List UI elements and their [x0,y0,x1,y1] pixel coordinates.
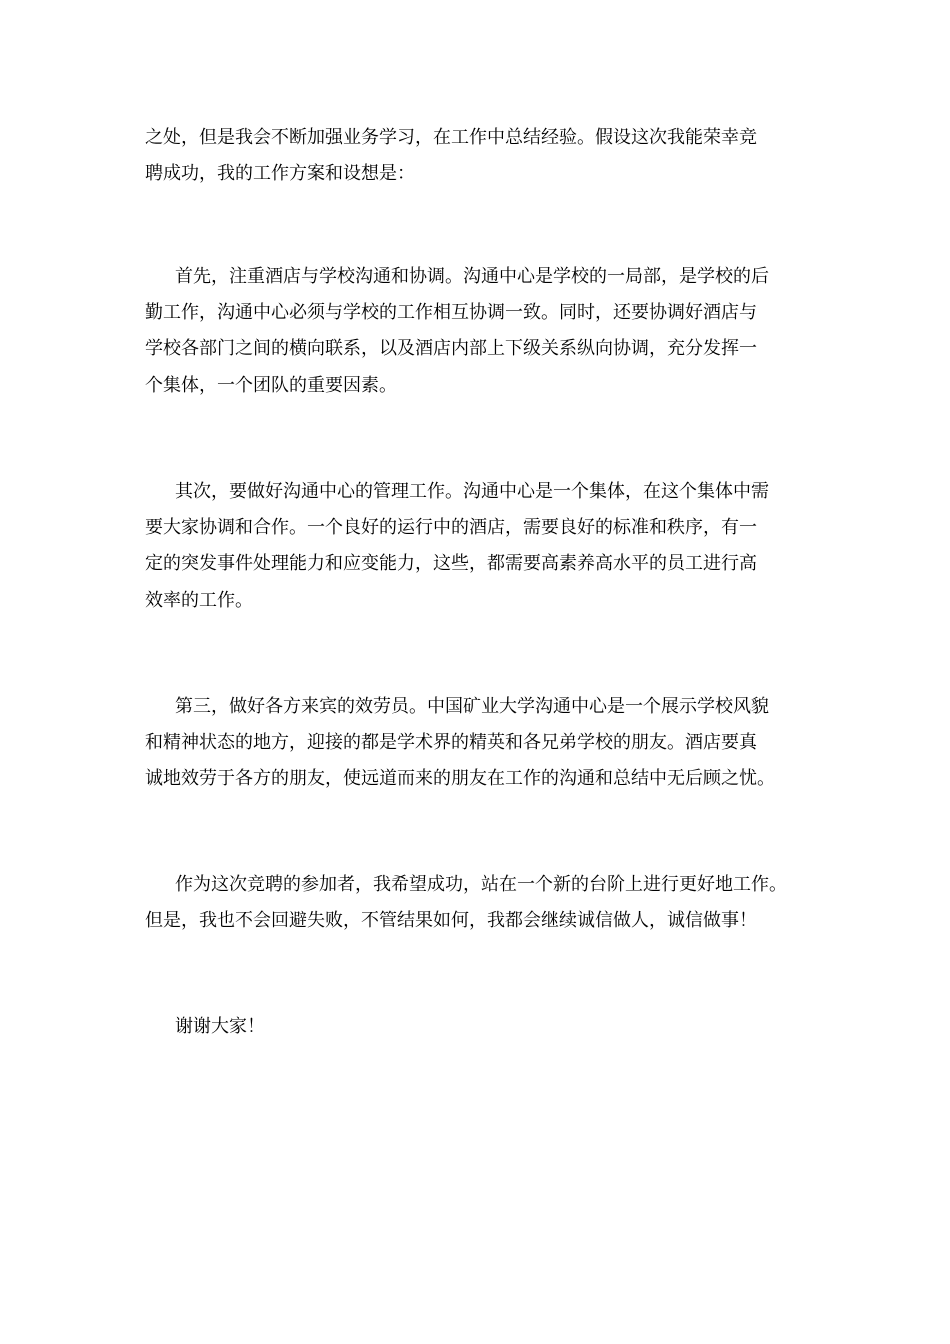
text-line: 和精神状态的地方，迎接的都是学术界的精英和各兄弟学校的朋友。酒店要真 [145,732,757,753]
closing-line: 谢谢大家！ [175,1016,265,1037]
text-line: 聘成功，我的工作方案和设想是： [145,163,415,184]
text-line: 但是，我也不会回避失败，不管结果如何，我都会继续诚信做人，诚信做事！ [145,910,757,931]
paragraph-3-first-line: 第三，做好各方来宾的效劳员。中国矿业大学沟通中心是一个展示学校风貌 [175,696,769,717]
text-line: 个集体，一个团队的重要因素。 [145,375,397,396]
paragraph-4-first-line: 作为这次竞聘的参加者，我希望成功，站在一个新的台阶上进行更好地工作。 [175,874,787,895]
paragraph-2-first-line: 其次，要做好沟通中心的管理工作。沟通中心是一个集体，在这个集体中需 [175,481,769,502]
text-line: 学校各部门之间的横向联系，以及酒店内部上下级关系纵向协调，充分发挥一 [145,338,757,359]
text-line: 勤工作，沟通中心必须与学校的工作相互协调一致。同时，还要协调好酒店与 [145,302,757,323]
text-line: 效率的工作。 [145,590,253,611]
text-line: 定的突发事件处理能力和应变能力，这些，都需要高素养高水平的员工进行高 [145,553,757,574]
paragraph-1-first-line: 首先，注重酒店与学校沟通和协调。沟通中心是学校的一局部，是学校的后 [175,266,769,287]
text-line: 要大家协调和合作。一个良好的运行中的酒店，需要良好的标准和秩序，有一 [145,517,757,538]
text-line: 之处，但是我会不断加强业务学习，在工作中总结经验。假设这次我能荣幸竞 [145,127,757,148]
text-line: 诚地效劳于各方的朋友，使远道而来的朋友在工作的沟通和总结中无后顾之忧。 [145,768,775,789]
